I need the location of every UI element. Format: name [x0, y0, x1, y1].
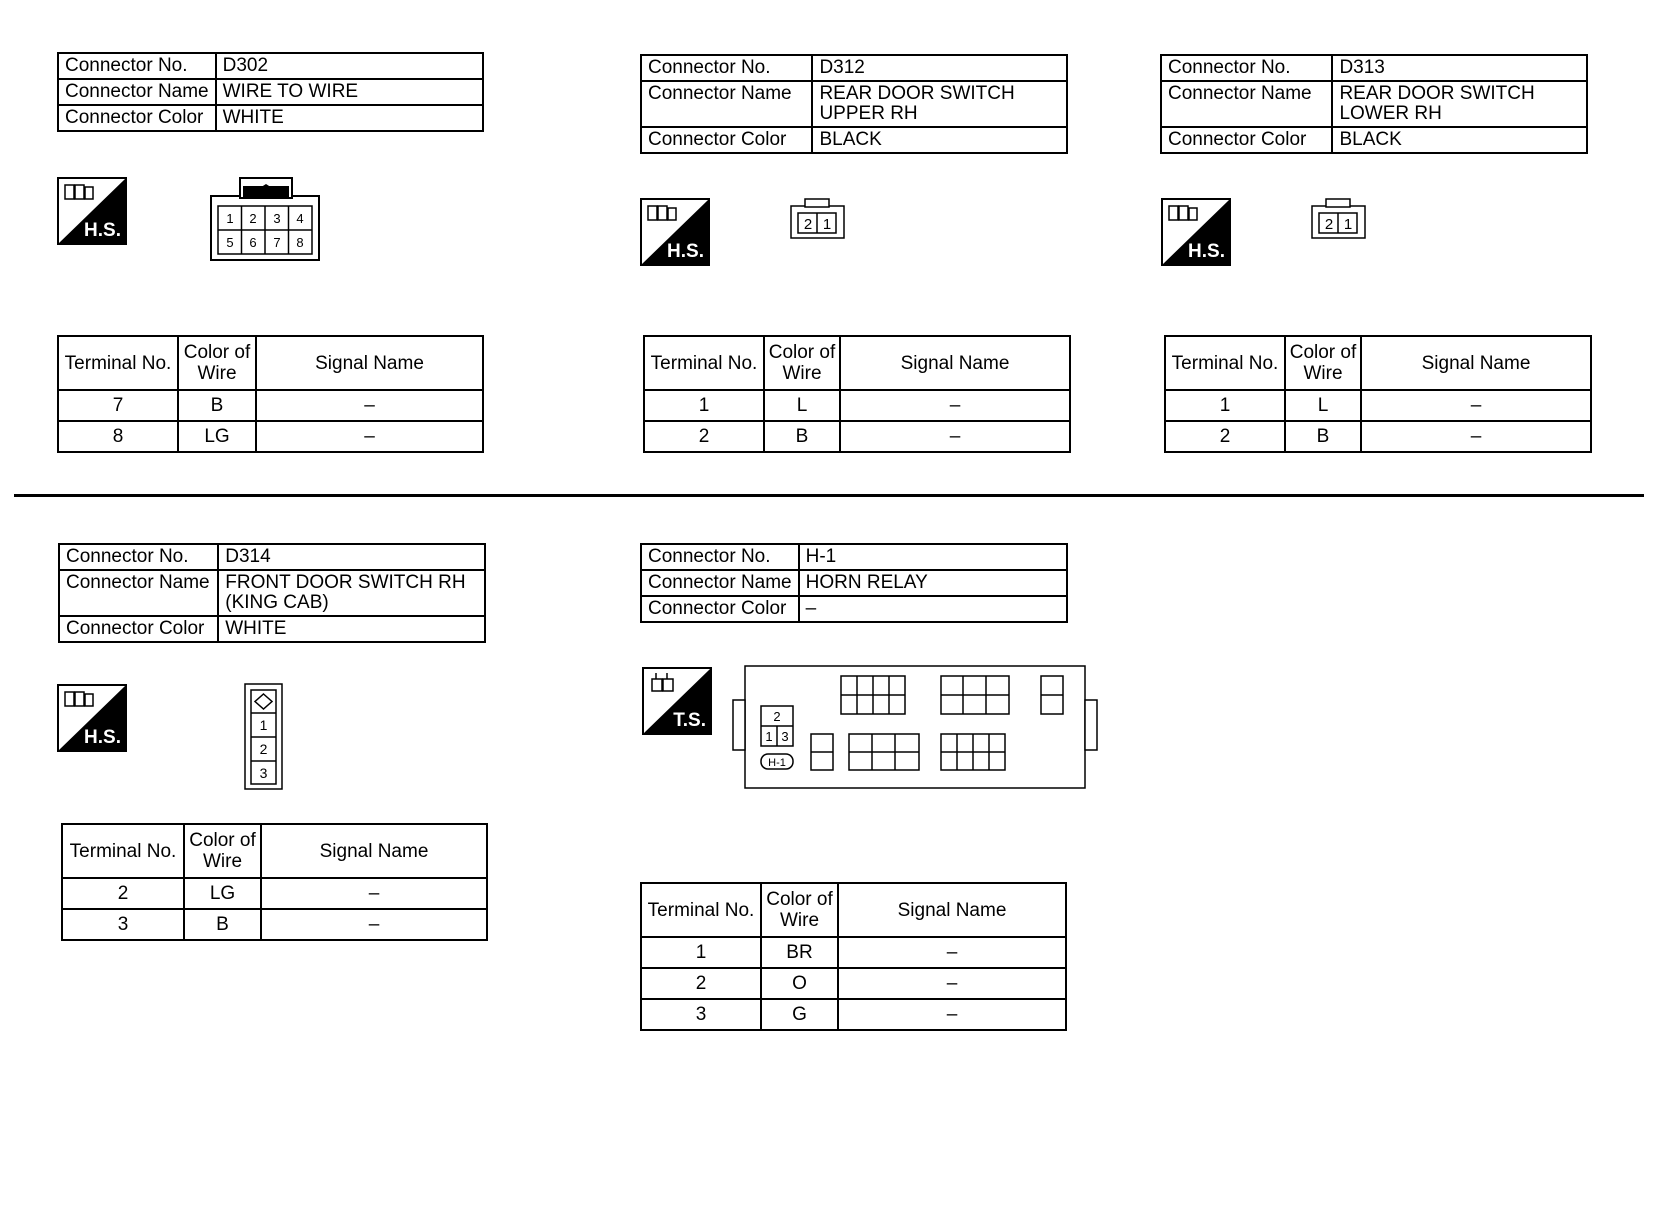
pin-label: 3	[781, 729, 789, 744]
connector-name: REAR DOOR SWITCH UPPER RH	[812, 81, 1067, 127]
connector-info-table	[640, 54, 1068, 154]
pin-label: 3	[259, 765, 268, 781]
signal-name: –	[261, 878, 487, 909]
terminal-table	[643, 335, 1071, 453]
pin-label: 1	[226, 211, 234, 226]
connector-color: BLACK	[1332, 127, 1587, 153]
pin-label: 1	[822, 216, 832, 233]
connector-name: HORN RELAY	[799, 570, 1067, 596]
connector-name: FRONT DOOR SWITCH RH (KING CAB)	[218, 570, 485, 616]
terminal-no: 2	[641, 968, 761, 999]
terminal-table	[1164, 335, 1592, 453]
pin-label: 1	[765, 729, 773, 744]
terminal-no: 8	[58, 421, 178, 452]
wire-color-header: Color of Wire	[764, 336, 840, 390]
connector-info-table	[58, 543, 486, 643]
terminal-no-header: Terminal No.	[644, 336, 764, 390]
connector-name-label: Connector Name	[59, 570, 218, 616]
section-divider	[14, 494, 1644, 497]
connector-face-d314	[244, 683, 284, 791]
table-row	[1165, 421, 1591, 452]
table-row	[58, 390, 483, 421]
terminal-no: 1	[1165, 390, 1285, 421]
pin-label: 2	[803, 216, 813, 233]
harness-side-label: H.S.	[84, 220, 121, 241]
wire-color: G	[761, 999, 838, 1030]
table-row	[62, 909, 487, 940]
connector-info-table	[640, 543, 1068, 623]
table-row	[644, 421, 1070, 452]
connector-name-label: Connector Name	[58, 79, 216, 105]
signal-name-header: Signal Name	[838, 883, 1066, 937]
harness-side-label: H.S.	[84, 727, 121, 748]
signal-name: –	[840, 390, 1070, 421]
terminal-no-header: Terminal No.	[62, 824, 184, 878]
connector-name-label: Connector Name	[641, 81, 812, 127]
wire-color: LG	[184, 878, 261, 909]
wire-color: O	[761, 968, 838, 999]
pin-label: 2	[249, 211, 257, 226]
wire-color-header: Color of Wire	[761, 883, 838, 937]
wire-color: LG	[178, 421, 256, 452]
table-row	[641, 937, 1066, 968]
connector-no-label: Connector No.	[641, 544, 799, 570]
wire-color: L	[1285, 390, 1361, 421]
signal-name: –	[1361, 421, 1591, 452]
wire-color-header: Color of Wire	[184, 824, 261, 878]
wire-color-header: Color of Wire	[1285, 336, 1361, 390]
connector-no: D302	[216, 53, 483, 79]
connector-no: D314	[218, 544, 485, 570]
signal-name: –	[256, 390, 483, 421]
connector-no: D313	[1332, 55, 1587, 81]
terminal-no: 1	[641, 937, 761, 968]
harness-side-badge	[1161, 198, 1231, 266]
wire-color: B	[184, 909, 261, 940]
signal-name: –	[840, 421, 1070, 452]
signal-name: –	[261, 909, 487, 940]
connector-no: D312	[812, 55, 1067, 81]
terminal-no-header: Terminal No.	[58, 336, 178, 390]
connector-no-label: Connector No.	[58, 53, 216, 79]
signal-name-header: Signal Name	[1361, 336, 1591, 390]
wire-color-header: Color of Wire	[178, 336, 256, 390]
terminal-no-header: Terminal No.	[641, 883, 761, 937]
pin-label: 2	[1324, 216, 1334, 233]
pin-label: 3	[273, 211, 281, 226]
terminal-no: 2	[1165, 421, 1285, 452]
pin-label: 7	[273, 235, 281, 250]
pin-label: 8	[296, 235, 304, 250]
wire-color: L	[764, 390, 840, 421]
wire-color: B	[178, 390, 256, 421]
connector-color-label: Connector Color	[641, 127, 812, 153]
pin-label: 1	[1343, 216, 1353, 233]
terminal-no: 2	[644, 421, 764, 452]
table-row	[641, 999, 1066, 1030]
terminal-no-header: Terminal No.	[1165, 336, 1285, 390]
connector-name-label: Connector Name	[641, 570, 799, 596]
relay-tag: H-1	[768, 757, 786, 769]
connector-info-table	[57, 52, 484, 132]
relay-block-diagram	[731, 664, 1101, 790]
signal-name: –	[1361, 390, 1591, 421]
terminal-side-label: T.S.	[673, 710, 706, 731]
harness-side-badge	[640, 198, 710, 266]
connector-color-label: Connector Color	[58, 105, 216, 131]
connector-face-d313	[1311, 198, 1367, 240]
connector-face-d302	[210, 176, 322, 262]
terminal-table	[61, 823, 488, 941]
connector-face-d312	[790, 198, 846, 240]
terminal-table	[640, 882, 1067, 1031]
table-row	[1165, 390, 1591, 421]
signal-name: –	[838, 999, 1066, 1030]
signal-name: –	[838, 968, 1066, 999]
table-row	[644, 390, 1070, 421]
signal-name-header: Signal Name	[261, 824, 487, 878]
connector-name: REAR DOOR SWITCH LOWER RH	[1332, 81, 1587, 127]
connector-no: H-1	[799, 544, 1067, 570]
pin-label: 4	[296, 211, 304, 226]
connector-name: WIRE TO WIRE	[216, 79, 483, 105]
wire-color: B	[1285, 421, 1361, 452]
terminal-no: 2	[62, 878, 184, 909]
connector-color-label: Connector Color	[1161, 127, 1332, 153]
terminal-side-badge	[642, 667, 712, 735]
signal-name-header: Signal Name	[256, 336, 483, 390]
connector-name-label: Connector Name	[1161, 81, 1332, 127]
signal-name: –	[256, 421, 483, 452]
connector-color: WHITE	[216, 105, 483, 131]
connector-color: –	[799, 596, 1067, 622]
table-row	[641, 968, 1066, 999]
connector-color-label: Connector Color	[641, 596, 799, 622]
terminal-no: 7	[58, 390, 178, 421]
harness-side-badge	[57, 177, 127, 245]
harness-side-badge	[57, 684, 127, 752]
connector-no-label: Connector No.	[1161, 55, 1332, 81]
signal-name-header: Signal Name	[840, 336, 1070, 390]
wire-color: B	[764, 421, 840, 452]
pin-label: 5	[226, 235, 234, 250]
wire-color: BR	[761, 937, 838, 968]
table-row	[58, 421, 483, 452]
pin-label: 2	[259, 741, 268, 757]
terminal-no: 3	[641, 999, 761, 1030]
pin-label: 1	[259, 717, 268, 733]
harness-side-label: H.S.	[1188, 241, 1225, 262]
connector-color: BLACK	[812, 127, 1067, 153]
terminal-no: 1	[644, 390, 764, 421]
connector-info-table	[1160, 54, 1588, 154]
connector-color: WHITE	[218, 616, 485, 642]
pin-label: 2	[773, 709, 781, 724]
connector-color-label: Connector Color	[59, 616, 218, 642]
terminal-table	[57, 335, 484, 453]
pin-label: 6	[249, 235, 257, 250]
terminal-no: 3	[62, 909, 184, 940]
connector-no-label: Connector No.	[641, 55, 812, 81]
table-row	[62, 878, 487, 909]
signal-name: –	[838, 937, 1066, 968]
harness-side-label: H.S.	[667, 241, 704, 262]
connector-no-label: Connector No.	[59, 544, 218, 570]
